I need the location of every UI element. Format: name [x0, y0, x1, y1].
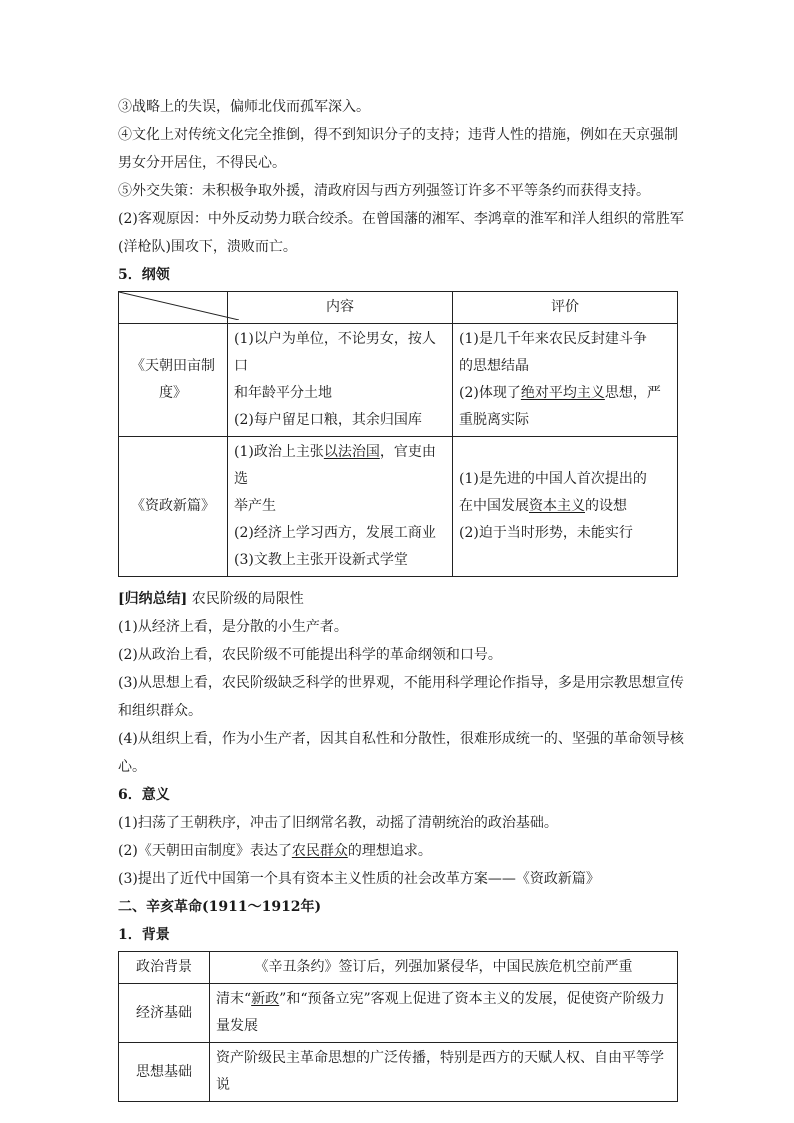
- underlined-term: 农民群众: [291, 843, 348, 859]
- cell-line: (1)是先进的中国人首次提出的: [459, 471, 647, 487]
- text-run: 在中国发展: [459, 498, 529, 514]
- text-run: ”和“预备立宪”客观上促进了资本主义的发展，促使资产阶级力量发展: [216, 991, 665, 1034]
- summary-item: (2)从政治上看，农民阶级不可能提出科学的革命纲领和口号。: [118, 647, 502, 663]
- underlined-term: 新政: [251, 991, 280, 1007]
- cell-line: [234, 439, 446, 493]
- summary-tag: [归纳总结]: [118, 591, 188, 607]
- diagonal-header-cell: [119, 292, 228, 324]
- row-text: [210, 984, 678, 1043]
- text-run: 清末“: [216, 991, 252, 1007]
- paragraph-line: (2)客观原因：中外反动势力联合绞杀。在曾国藩的湘军、李鸿章的淮军和洋人组织的常胜军: [118, 211, 684, 227]
- row-label: 《资政新篇》: [119, 437, 228, 577]
- section-heading: 1．背景: [118, 927, 170, 943]
- summary-item: 心。: [118, 759, 146, 775]
- column-header-eval: 评价: [453, 292, 678, 324]
- table-row: [119, 952, 678, 984]
- text-run: 思想，严: [604, 385, 661, 401]
- summary-heading: [118, 585, 678, 613]
- eval-cell: [453, 437, 678, 577]
- eval-cell: [453, 324, 678, 437]
- cell-line: (1)是几千年来农民反封建斗争: [459, 331, 647, 347]
- document-page: [118, 93, 684, 1102]
- paragraph-line: (3)提出了近代中国第一个具有资本主义性质的社会改革方案——《资政新篇》: [118, 871, 600, 887]
- cell-line: [459, 380, 671, 407]
- table-row: [119, 437, 678, 577]
- cell-line: (1)以户为单位，不论男女，按人口: [234, 331, 436, 374]
- paragraph-line: ④文化上对传统文化完全推倒，得不到知识分子的支持；违背人性的措施，例如在天京强制: [118, 127, 678, 143]
- cell-line: 举产生: [234, 498, 276, 514]
- text-run: 的理想追求。: [347, 843, 432, 859]
- background-table: [118, 951, 678, 1102]
- cell-line: (2)经济上学习西方，发展工商业: [234, 525, 436, 541]
- summary-item: (1)从经济上看，是分散的小生产者。: [118, 619, 348, 635]
- paragraph-line: (1)扫荡了王朝秩序，冲击了旧纲常名教，动摇了清朝统治的政治基础。: [118, 815, 558, 831]
- cell-line: (2)每户留足口粮，其余归国库: [234, 412, 422, 428]
- cell-line: [459, 493, 671, 520]
- content-cell: [228, 437, 453, 577]
- row-label: 《天朝田亩制度》: [119, 324, 228, 437]
- cell-line: (2)迫于当时形势，未能实行: [459, 525, 633, 541]
- section-heading: 6．意义: [118, 787, 170, 803]
- table-row: [119, 984, 678, 1043]
- cell-line: 重脱离实际: [459, 412, 529, 428]
- underlined-term: 资本主义: [529, 498, 585, 514]
- paragraph-line: 男女分开居住，不得民心。: [118, 155, 286, 171]
- paragraph-line: ⑤外交失策：未积极争取外援，清政府因与西方列强签订许多不平等条约而获得支持。: [118, 183, 650, 199]
- table-row: [119, 1043, 678, 1102]
- cell-line: (3)文教上主张开设新式学堂: [234, 552, 408, 568]
- table-row: [119, 324, 678, 437]
- paragraph-line: [118, 837, 678, 865]
- summary-item: 和组织群众。: [118, 703, 202, 719]
- text-run: (2)《天朝田亩制度》表达了: [118, 843, 292, 859]
- column-header-content: 内容: [228, 292, 453, 324]
- paragraph-line: ③战略上的失误，偏师北伐而孤军深入。: [118, 99, 370, 115]
- cell-line: 和年龄平分土地: [234, 385, 332, 401]
- text-run: ，官吏由选: [234, 444, 436, 487]
- cell-line: 的思想结晶: [459, 358, 529, 374]
- underlined-term: 以法治国: [323, 444, 380, 460]
- row-label: 经济基础: [119, 984, 210, 1043]
- content-cell: [228, 324, 453, 437]
- diagonal-line: [119, 292, 239, 320]
- underlined-term: 绝对平均主义: [520, 385, 605, 401]
- section-heading: 5．纲领: [118, 267, 170, 283]
- summary-item: (3)从思想上看，农民阶级缺乏科学的世界观，不能用科学理论作指导，多是用宗教思想宣传: [118, 675, 684, 691]
- row-label: 思想基础: [119, 1043, 210, 1102]
- program-table: [118, 291, 678, 577]
- row-text: 《辛丑条约》签订后，列强加紧侵华，中国民族危机空前严重: [210, 952, 678, 984]
- summary-item: (4)从组织上看，作为小生产者，因其自私性和分散性，很难形成统一的、坚强的革命领导核: [118, 731, 684, 747]
- row-text: 资产阶级民主革命思想的广泛传播，特别是西方的天赋人权、自由平等学说: [210, 1043, 678, 1102]
- paragraph-line: (洋枪队)围攻下，溃败而亡。: [118, 239, 297, 255]
- row-label: 政治背景: [119, 952, 210, 984]
- text-run: (2)体现了: [459, 385, 521, 401]
- summary-title: 农民阶级的局限性: [191, 591, 304, 607]
- part-heading: 二、辛亥革命(1911～1912年): [118, 899, 322, 915]
- text-run: 的设想: [585, 498, 627, 514]
- table-header-row: [119, 292, 678, 324]
- text-run: (1)政治上主张: [234, 444, 324, 460]
- intro-block: [118, 93, 684, 261]
